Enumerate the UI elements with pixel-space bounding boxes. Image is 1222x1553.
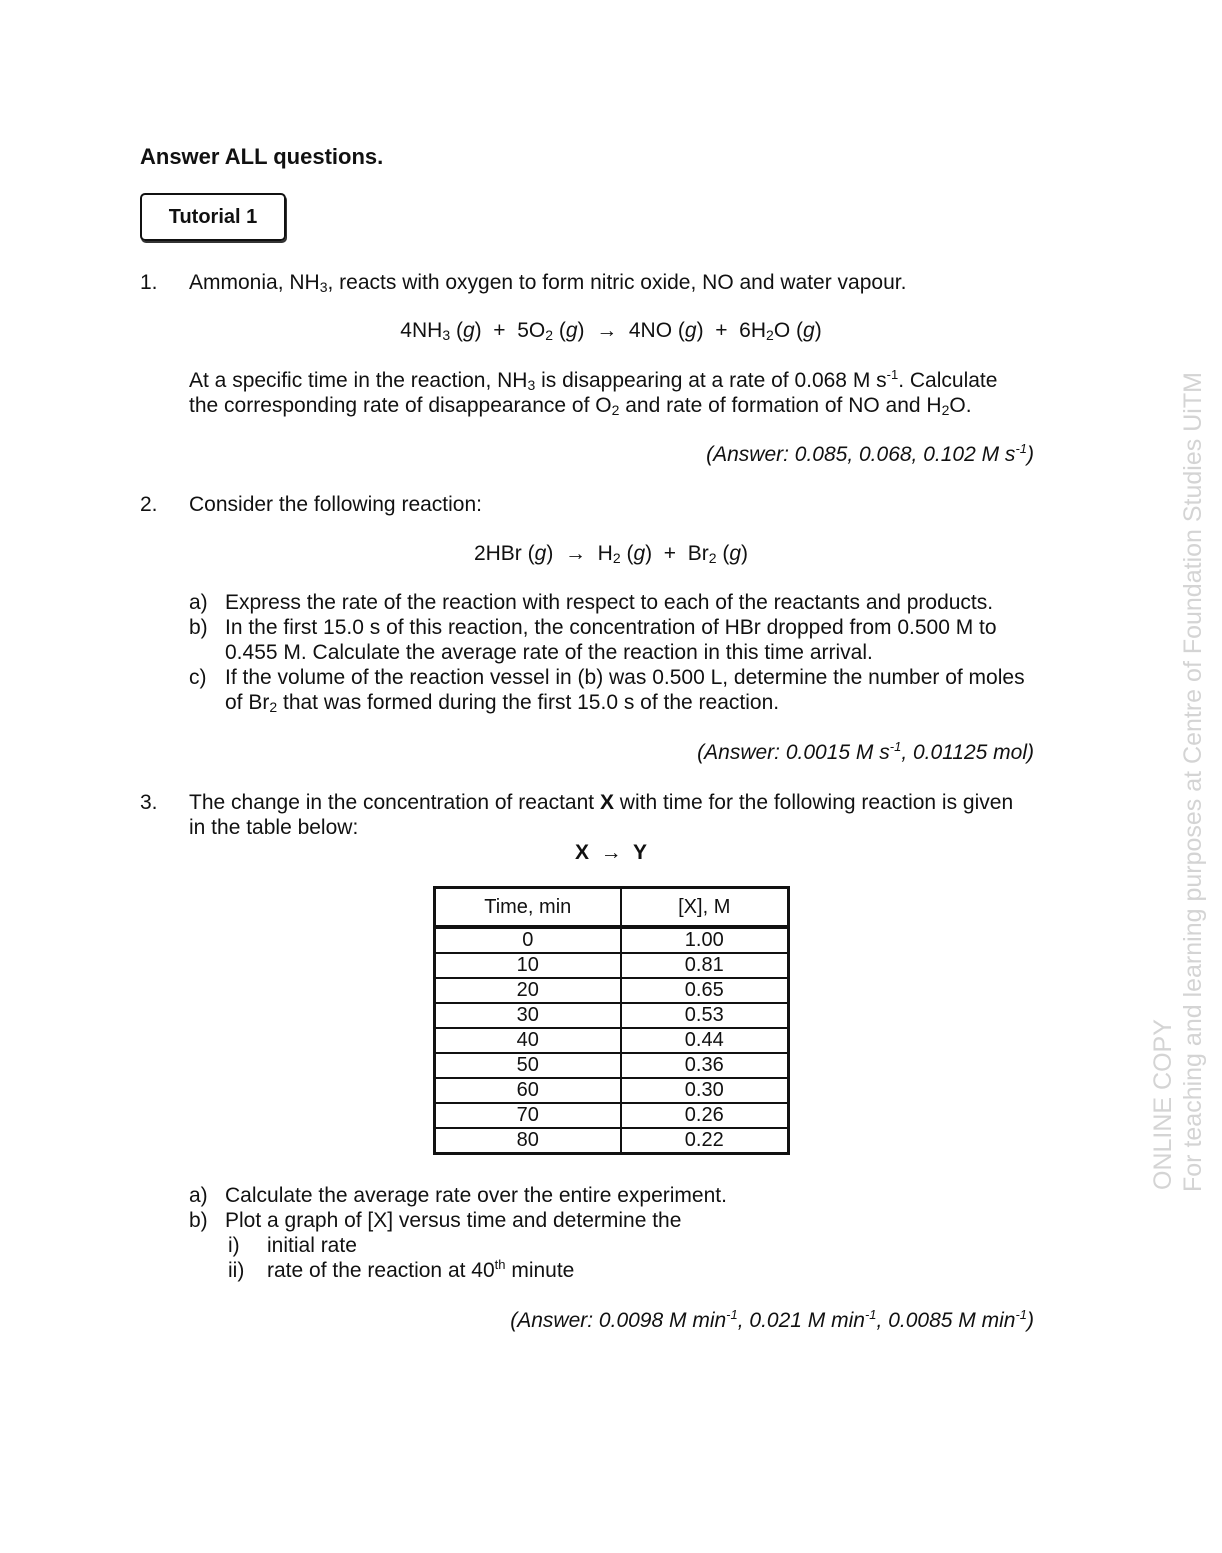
q2-b-line2: 0.455 M. Calculate the average rate of the reaction in this time arrival. xyxy=(225,641,873,664)
table-cell-time: 60 xyxy=(435,1078,621,1103)
table-cell-time: 10 xyxy=(435,953,621,978)
table-row xyxy=(435,1128,789,1154)
watermark xyxy=(1148,372,1208,1192)
q2-c-line1: If the volume of the reaction vessel in (b) was 0.500 L, determine the number of moles xyxy=(225,666,1025,689)
q2-answer: (Answer: 0.0015 M $s^{-1}$, 0.01125 mol) xyxy=(697,739,1034,764)
q1-text-line2: the corresponding rate of disappearance of $O_2$ and rate of formation of NO and $H_2O$. xyxy=(189,394,972,418)
q3-equation: X → Y xyxy=(575,841,647,864)
q2-c-line2: of $Br_2$ that was formed during the first 15.0 s of the reaction. xyxy=(225,691,780,715)
table-cell-concentration: 0.26 xyxy=(621,1103,789,1128)
q3-b-text: Plot a graph of [X] versus time and determine the xyxy=(225,1209,682,1232)
tutorial-label: Tutorial 1 xyxy=(168,205,258,228)
q3-answer: (Answer: 0.0098 M $\min^{-1}$, 0.021 M $\min^{-1}$, 0.0085 M $\min^{-1}$) xyxy=(510,1307,1034,1332)
watermark-line1: ONLINE COPY xyxy=(1149,1019,1177,1190)
q1-number: 1. xyxy=(140,271,158,294)
q2-intro: Consider the following reaction: xyxy=(189,493,482,516)
q2-c-letter: c) xyxy=(189,666,207,689)
table-cell-concentration: 0.65 xyxy=(621,978,789,1003)
concentration-table xyxy=(433,886,790,1155)
q3-ii-text: rate of the reaction at 40th minute xyxy=(267,1257,575,1282)
q3-b-letter: b) xyxy=(189,1209,208,1232)
q1-equation: $4NH_3$ $(g) + 5O_2$ (g) → 4NO $(g) + 6H_2O$ (g) xyxy=(400,319,822,343)
q3-i-label: i) xyxy=(228,1234,240,1257)
q3-a-text: Calculate the average rate over the entire experiment. xyxy=(225,1184,727,1207)
q3-i-text: initial rate xyxy=(267,1234,357,1257)
q2-b-letter: b) xyxy=(189,616,208,639)
table-header-row xyxy=(435,888,789,928)
table-cell-concentration: 0.81 xyxy=(621,953,789,978)
table-cell-concentration: 0.44 xyxy=(621,1028,789,1053)
table-row xyxy=(435,1003,789,1028)
q3-number: 3. xyxy=(140,791,158,814)
table-cell-concentration: 0.53 xyxy=(621,1003,789,1028)
q1-text-line1: At a specific time in the reaction, $NH_3$ is disappearing at a rate of 0.068 M $s^{-1}$. Calculate xyxy=(189,367,998,393)
table-cell-concentration: 0.30 xyxy=(621,1078,789,1103)
table-header-time: Time, min xyxy=(435,888,621,928)
table-row xyxy=(435,927,789,953)
table-cell-time: 40 xyxy=(435,1028,621,1053)
table-cell-time: 30 xyxy=(435,1003,621,1028)
table-cell-concentration: 0.36 xyxy=(621,1053,789,1078)
table-cell-time: 80 xyxy=(435,1128,621,1154)
table-cell-time: 70 xyxy=(435,1103,621,1128)
q1-intro: Ammonia, $NH_3$, reacts with oxygen to form nitric oxide, NO and water vapour. xyxy=(189,271,907,295)
q2-b-line1: In the first 15.0 s of this reaction, the concentration of HBr dropped from 0.500 M to xyxy=(225,616,997,639)
table-row xyxy=(435,1103,789,1128)
table-cell-time: 20 xyxy=(435,978,621,1003)
table-row xyxy=(435,978,789,1003)
q2-number: 2. xyxy=(140,493,158,516)
table-row xyxy=(435,1053,789,1078)
q3-a-letter: a) xyxy=(189,1184,208,1207)
table-cell-time: 0 xyxy=(435,927,621,953)
q3-text-line1: The change in the concentration of reactant X with time for the following reaction is given xyxy=(189,791,1014,814)
table-row xyxy=(435,953,789,978)
table-row xyxy=(435,1028,789,1053)
table-cell-time: 50 xyxy=(435,1053,621,1078)
watermark-line2: For teaching and learning purposes at Centre of Foundation Studies UiTM xyxy=(1179,372,1207,1192)
q3-ii-label: ii) xyxy=(228,1259,245,1282)
q2-a-text: Express the rate of the reaction with respect to each of the reactants and products. xyxy=(225,591,994,614)
q2-equation: 2HBr $(g) \to H_2$ $(g) + Br_2$ (g) xyxy=(473,542,749,566)
table-header-concentration: [X], M xyxy=(621,888,789,928)
instruction-heading: Answer ALL questions. xyxy=(140,144,384,169)
table-row xyxy=(435,1078,789,1103)
q3-text-line2: in the table below: xyxy=(189,816,359,839)
tutorial-label-box xyxy=(140,193,286,241)
table-cell-concentration: 1.00 xyxy=(621,927,789,953)
q2-a-letter: a) xyxy=(189,591,208,614)
q1-answer: (Answer: 0.085, 0.068, 0.102 M $s^{-1}$) xyxy=(706,441,1034,466)
table-cell-concentration: 0.22 xyxy=(621,1128,789,1154)
